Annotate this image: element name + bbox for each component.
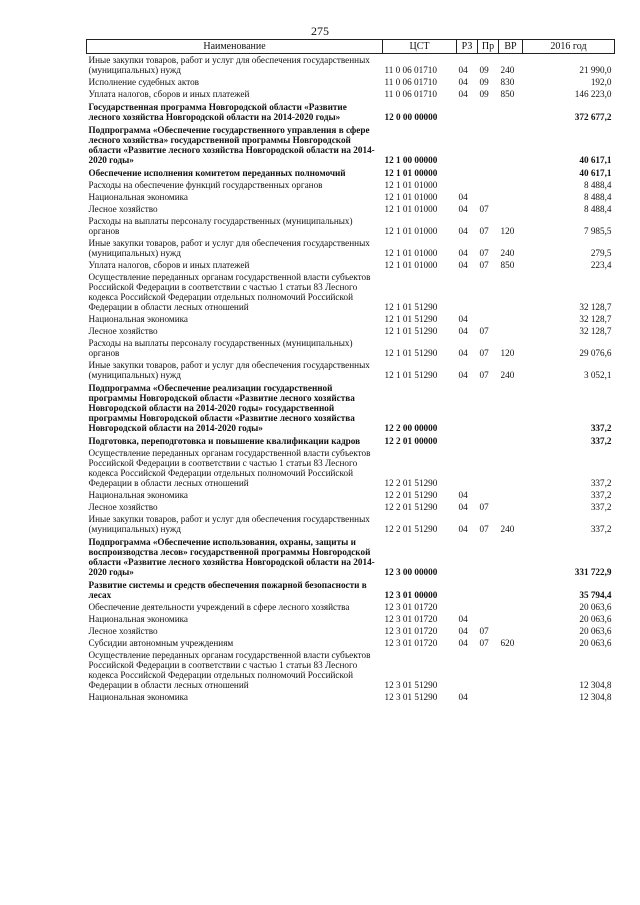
table-row xyxy=(87,637,615,649)
row-pr: 07 xyxy=(479,260,489,270)
row-pr xyxy=(478,381,499,434)
row-pr: 07 xyxy=(479,370,489,380)
row-amount: 3 052,1 xyxy=(583,370,612,380)
row-rz: 04 xyxy=(458,348,468,358)
row-cst: 11 0 06 01710 xyxy=(384,65,437,75)
row-cst: 12 2 01 51290 xyxy=(384,524,438,534)
row-name: Иные закупки товаров, работ и услуг для обеспечения государственных (муниципальных) нужд xyxy=(88,360,370,380)
row-amount: 8 488,4 xyxy=(583,180,612,190)
header-pr: Пр xyxy=(478,40,499,54)
row-amount: 146 223,0 xyxy=(574,89,612,99)
row-name: Осуществление переданных органам государственной власти субъектов Российской Федерации в соответствии с частью 1 статьи 83 Лесного кодекса Российской Федерации отдельных полномочий Российской Федерации в области лесных отношений xyxy=(88,448,371,488)
row-name: Субсидии автономным учреждениям xyxy=(88,638,234,648)
row-amount: 7 985,5 xyxy=(583,226,612,236)
row-rz xyxy=(457,601,478,613)
row-vr xyxy=(499,501,523,513)
table-row xyxy=(87,76,615,88)
table-row xyxy=(87,313,615,325)
row-cst: 12 2 01 51290 xyxy=(384,490,438,500)
row-vr: 830 xyxy=(500,77,515,87)
row-rz xyxy=(457,123,478,166)
row-vr xyxy=(499,179,523,191)
table-body xyxy=(87,54,615,704)
row-rz xyxy=(457,179,478,191)
row-amount: 32 128,7 xyxy=(579,326,612,336)
row-vr xyxy=(499,535,523,578)
row-pr xyxy=(478,271,499,313)
row-name: Иные закупки товаров, работ и услуг для обеспечения государственных (муниципальных) нужд xyxy=(88,514,370,534)
row-vr xyxy=(499,447,523,489)
table-row xyxy=(87,259,615,271)
row-amount: 20 063,6 xyxy=(579,602,612,612)
table-row xyxy=(87,381,615,434)
row-name: Обеспечение исполнения комитетом переданных полномочий xyxy=(88,168,346,178)
row-rz: 04 xyxy=(458,524,468,534)
row-vr: 850 xyxy=(500,260,515,270)
table-row xyxy=(87,625,615,637)
row-vr xyxy=(499,203,523,215)
budget-table xyxy=(86,39,615,703)
row-vr xyxy=(499,601,523,613)
row-cst: 12 3 01 01720 xyxy=(384,638,438,648)
row-vr xyxy=(499,489,523,501)
row-vr: 240 xyxy=(500,248,515,258)
row-cst: 11 0 06 01710 xyxy=(384,77,437,87)
table-row xyxy=(87,447,615,489)
row-rz: 04 xyxy=(458,314,468,324)
table-row xyxy=(87,237,615,259)
row-pr xyxy=(478,179,499,191)
row-pr xyxy=(478,613,499,625)
table-row xyxy=(87,691,615,703)
row-pr: 07 xyxy=(479,248,489,258)
page-number: 275 xyxy=(311,24,329,38)
row-pr: 07 xyxy=(479,204,489,214)
row-cst: 12 2 01 00000 xyxy=(384,436,438,446)
row-rz: 04 xyxy=(458,226,468,236)
row-name: Уплата налогов, сборов и иных платежей xyxy=(88,260,250,270)
row-cst: 12 1 01 01000 xyxy=(384,204,438,214)
table-row xyxy=(87,359,615,381)
row-vr: 240 xyxy=(500,524,515,534)
row-amount: 223,4 xyxy=(590,260,612,270)
row-pr: 07 xyxy=(479,326,489,336)
row-vr xyxy=(499,578,523,601)
row-rz xyxy=(457,381,478,434)
row-cst: 12 1 01 51290 xyxy=(384,314,438,324)
table-row xyxy=(87,325,615,337)
table-row xyxy=(87,601,615,613)
row-rz: 04 xyxy=(458,638,468,648)
row-cst: 12 1 01 51290 xyxy=(384,348,438,358)
row-amount: 337,2 xyxy=(590,524,612,534)
row-name: Лесное хозяйство xyxy=(88,626,158,636)
row-rz: 04 xyxy=(458,692,468,702)
row-pr xyxy=(478,535,499,578)
row-name: Уплата налогов, сборов и иных платежей xyxy=(88,89,250,99)
row-vr xyxy=(499,313,523,325)
row-vr: 620 xyxy=(500,638,515,648)
row-amount: 192,0 xyxy=(590,77,612,87)
row-cst: 12 0 00 00000 xyxy=(384,112,438,122)
row-name: Развитие системы и средств обеспечения пожарной безопасности в лесах xyxy=(88,580,367,600)
row-pr: 07 xyxy=(479,524,489,534)
row-pr xyxy=(478,313,499,325)
row-name: Подпрограмма «Обеспечение государственного управления в сфере лесного хозяйства» государственной программы Новгородской области «Развитие лесного хозяйства Новгородской области на 2014-2020 годы» xyxy=(88,125,375,165)
table-row xyxy=(87,337,615,359)
row-pr xyxy=(478,601,499,613)
row-cst: 12 3 01 01720 xyxy=(384,626,438,636)
row-rz: 04 xyxy=(458,260,468,270)
header-name: Наименование xyxy=(87,40,383,54)
row-cst: 12 1 01 51290 xyxy=(384,302,438,312)
row-amount: 20 063,6 xyxy=(579,638,612,648)
row-rz: 04 xyxy=(458,192,468,202)
row-amount: 29 076,6 xyxy=(579,348,612,358)
row-pr: 07 xyxy=(479,502,489,512)
row-rz: 04 xyxy=(458,89,468,99)
table-row xyxy=(87,215,615,237)
table-row xyxy=(87,88,615,100)
row-rz: 04 xyxy=(458,502,468,512)
row-cst: 12 3 01 01720 xyxy=(384,614,438,624)
row-rz: 04 xyxy=(458,614,468,624)
row-pr xyxy=(478,100,499,123)
row-pr: 09 xyxy=(479,77,489,87)
row-amount: 32 128,7 xyxy=(579,302,612,312)
row-amount: 12 304,8 xyxy=(579,680,612,690)
row-name: Лесное хозяйство xyxy=(88,326,158,336)
row-vr xyxy=(499,271,523,313)
row-name: Подпрограмма «Обеспечение реализации государственной программы Новгородской области «Развитие лесного хозяйства Новгородской области на 2014-2020 годы» государственной программы Новгородской области «Развитие лесного хозяйства Новгородской области на 2014-2020 годы» xyxy=(88,383,355,433)
row-cst: 12 1 01 51290 xyxy=(384,370,438,380)
row-cst: 12 1 01 51290 xyxy=(384,326,438,336)
row-cst: 12 1 01 01000 xyxy=(384,260,438,270)
table-row xyxy=(87,578,615,601)
row-name: Национальная экономика xyxy=(88,490,189,500)
row-amount: 331 722,9 xyxy=(574,567,612,577)
table-row xyxy=(87,501,615,513)
row-amount: 21 990,0 xyxy=(579,65,612,75)
row-vr xyxy=(499,191,523,203)
row-rz xyxy=(457,578,478,601)
table-row xyxy=(87,271,615,313)
row-cst: 12 2 00 00000 xyxy=(384,423,438,433)
row-name: Расходы на обеспечение функций государственных органов xyxy=(88,180,323,190)
table-row xyxy=(87,54,615,77)
row-cst: 12 3 00 00000 xyxy=(384,567,438,577)
row-rz xyxy=(457,447,478,489)
row-rz: 04 xyxy=(458,490,468,500)
table-row xyxy=(87,203,615,215)
row-name: Подготовка, переподготовка и повышение квалификации кадров xyxy=(88,436,361,446)
row-amount: 12 304,8 xyxy=(579,692,612,702)
row-name: Расходы на выплаты персоналу государственных (муниципальных) органов xyxy=(88,216,353,236)
row-name: Национальная экономика xyxy=(88,314,189,324)
row-amount: 337,2 xyxy=(590,502,612,512)
table-row xyxy=(87,513,615,535)
row-rz: 04 xyxy=(458,370,468,380)
row-amount: 372 677,2 xyxy=(574,112,612,122)
row-pr xyxy=(478,489,499,501)
row-amount: 40 617,1 xyxy=(579,155,612,165)
table-row xyxy=(87,179,615,191)
row-name: Исполнение судебных актов xyxy=(88,77,200,87)
row-pr xyxy=(478,434,499,447)
row-pr: 09 xyxy=(479,89,489,99)
row-pr xyxy=(478,447,499,489)
row-name: Подпрограмма «Обеспечение использования, охраны, защиты и воспроизводства лесов» государственной программы Новгородской области «Развитие лесного хозяйства Новгородской области на 2014-2020 годы» xyxy=(88,537,375,577)
row-pr xyxy=(478,123,499,166)
row-pr xyxy=(478,166,499,179)
row-name: Иные закупки товаров, работ и услуг для обеспечения государственных (муниципальных) нужд xyxy=(88,55,370,75)
table-row xyxy=(87,166,615,179)
row-rz: 04 xyxy=(458,65,468,75)
row-rz xyxy=(457,649,478,691)
header-sum: 2016 год xyxy=(523,40,615,54)
row-amount: 8 488,4 xyxy=(583,192,612,202)
row-pr: 07 xyxy=(479,626,489,636)
row-cst: 12 3 01 51290 xyxy=(384,680,438,690)
row-amount: 337,2 xyxy=(590,490,612,500)
row-name: Осуществление переданных органам государственной власти субъектов Российской Федерации в соответствии с частью 1 статьи 83 Лесного кодекса Российской Федерации отдельных полномочий Российской Федерации в области лесных отношений xyxy=(88,272,371,312)
row-vr xyxy=(499,166,523,179)
row-cst: 12 1 01 01000 xyxy=(384,226,438,236)
row-rz: 04 xyxy=(458,77,468,87)
row-rz: 04 xyxy=(458,626,468,636)
row-cst: 12 2 01 51290 xyxy=(384,502,438,512)
row-pr: 09 xyxy=(479,65,489,75)
table-row xyxy=(87,489,615,501)
row-pr xyxy=(478,578,499,601)
row-rz: 04 xyxy=(458,204,468,214)
row-amount: 337,2 xyxy=(590,436,612,446)
row-amount: 337,2 xyxy=(590,478,612,488)
row-cst: 11 0 06 01710 xyxy=(384,89,437,99)
row-vr: 240 xyxy=(500,65,515,75)
table-row xyxy=(87,434,615,447)
row-pr: 07 xyxy=(479,348,489,358)
row-vr: 120 xyxy=(500,226,515,236)
row-amount: 20 063,6 xyxy=(579,626,612,636)
header-vr: ВР xyxy=(499,40,523,54)
row-amount: 8 488,4 xyxy=(583,204,612,214)
table-header-row xyxy=(87,40,615,54)
row-vr: 120 xyxy=(500,348,515,358)
row-vr xyxy=(499,381,523,434)
table-row xyxy=(87,123,615,166)
row-cst: 12 1 01 00000 xyxy=(384,168,438,178)
row-cst: 12 1 00 00000 xyxy=(384,155,438,165)
row-vr xyxy=(499,100,523,123)
row-pr xyxy=(478,649,499,691)
row-vr xyxy=(499,325,523,337)
row-rz xyxy=(457,166,478,179)
row-rz: 04 xyxy=(458,326,468,336)
row-cst: 12 1 01 01000 xyxy=(384,192,438,202)
row-pr: 07 xyxy=(479,638,489,648)
row-rz xyxy=(457,434,478,447)
table-row xyxy=(87,100,615,123)
header-cst: ЦСТ xyxy=(383,40,457,54)
row-cst: 12 3 01 00000 xyxy=(384,590,438,600)
row-cst: 12 1 01 01000 xyxy=(384,248,438,258)
row-name: Национальная экономика xyxy=(88,692,189,702)
row-name: Национальная экономика xyxy=(88,614,189,624)
row-vr xyxy=(499,613,523,625)
table-row xyxy=(87,535,615,578)
row-vr: 240 xyxy=(500,370,515,380)
row-rz xyxy=(457,271,478,313)
row-pr xyxy=(478,691,499,703)
table-row xyxy=(87,191,615,203)
row-rz xyxy=(457,535,478,578)
row-amount: 35 794,4 xyxy=(579,590,612,600)
row-vr xyxy=(499,123,523,166)
row-name: Обеспечение деятельности учреждений в сфере лесного хозяйства xyxy=(88,602,350,612)
row-rz: 04 xyxy=(458,248,468,258)
row-cst: 12 3 01 51290 xyxy=(384,692,438,702)
row-vr xyxy=(499,691,523,703)
row-vr xyxy=(499,625,523,637)
row-amount: 279,5 xyxy=(590,248,612,258)
row-cst: 12 1 01 01000 xyxy=(384,180,438,190)
table-row xyxy=(87,649,615,691)
row-name: Лесное хозяйство xyxy=(88,502,158,512)
row-name: Осуществление переданных органам государственной власти субъектов Российской Федерации в соответствии с частью 1 статьи 83 Лесного кодекса Российской Федерации отдельных полномочий Российской Федерации в области лесных отношений xyxy=(88,650,371,690)
row-name: Лесное хозяйство xyxy=(88,204,158,214)
row-pr xyxy=(478,191,499,203)
row-pr: 07 xyxy=(479,226,489,236)
row-amount: 32 128,7 xyxy=(579,314,612,324)
row-name: Национальная экономика xyxy=(88,192,189,202)
header-rz: РЗ xyxy=(457,40,478,54)
row-cst: 12 3 01 01720 xyxy=(384,602,438,612)
row-name: Расходы на выплаты персоналу государственных (муниципальных) органов xyxy=(88,338,353,358)
row-amount: 40 617,1 xyxy=(579,168,612,178)
row-amount: 337,2 xyxy=(590,423,612,433)
table-row xyxy=(87,613,615,625)
row-vr xyxy=(499,649,523,691)
row-vr xyxy=(499,434,523,447)
row-amount: 20 063,6 xyxy=(579,614,612,624)
row-vr: 850 xyxy=(500,89,515,99)
row-cst: 12 2 01 51290 xyxy=(384,478,438,488)
row-name: Иные закупки товаров, работ и услуг для обеспечения государственных (муниципальных) нужд xyxy=(88,238,370,258)
row-rz xyxy=(457,100,478,123)
row-name: Государственная программа Новгородской области «Развитие лесного хозяйства Новгородской области на 2014-2020 годы» xyxy=(88,102,347,122)
